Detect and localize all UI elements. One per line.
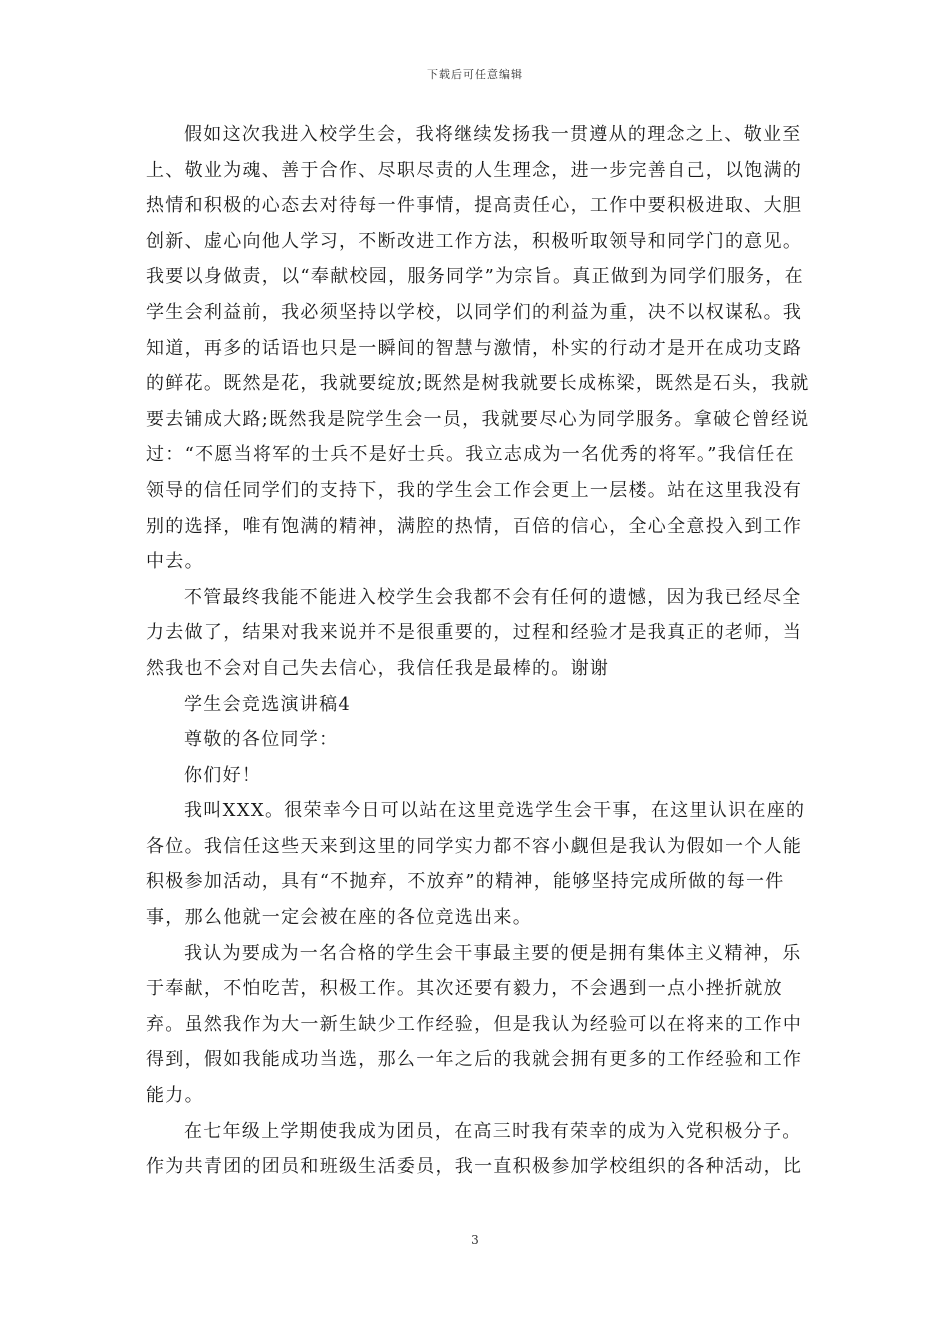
salutation: 尊敬的各位同学： [184, 729, 339, 751]
paragraph: 在七年级上学期使我成为团员，在高三时我有荣幸的成为入党积极分子。作为共青团的团员和班级生活委员，我一直积极参加学校组织的各种活动，比 [146, 1120, 803, 1178]
greeting: 你们好！ [184, 764, 262, 786]
page-header: 下载后可任意编辑 [427, 68, 523, 81]
paragraph: 我叫XXX。很荣幸今日可以站在这里竞选学生会干事，在这里认识在座的各位。我信任这些天来到这里的同学实力都不容小觑但是我认为假如一个人能积极参加活动，具有“不抛弃，不放弃”的精神，能够坚持完成所做的每一件事，那么他就一定会被在座的各位竞选出来。 [146, 800, 806, 929]
section-title: 学生会竞选演讲稿4 [184, 693, 352, 715]
paragraph: 我认为要成为一名合格的学生会干事最主要的便是拥有集体主义精神，乐于奉献，不怕吃苦，积极工作。其次还要有毅力，不会遇到一点小挫折就放弃。虽然我作为大一新生缺少工作经验，但是我认为经验可以在将来的工作中得到，假如我能成功当选，那么一年之后的我就会拥有更多的工作经验和工作能力。 [146, 942, 803, 1107]
document-body [146, 117, 810, 1185]
page-number: 3 [471, 1233, 479, 1247]
paragraph: 假如这次我进入校学生会，我将继续发扬我一贯遵从的理念之上、敬业至上、敬业为魂、善于合作、尽职尽责的人生理念，进一步完善自己，以饱满的热情和积极的心态去对待每一件事情，提高责任心，工作中要积极进取、大胆创新、虚心向他人学习，不断改进工作方法，积极听取领导和同学门的意见。我要以身做责，以“奉献校园，服务同学”为宗旨。真正做到为同学们服务，在学生会利益前，我必须坚持以学校，以同学们的利益为重，决不以权谋私。我知道，再多的话语也只是一瞬间的智慧与激情，朴实的行动才是开在成功支路的鲜花。既然是花，我就要绽放;既然是树我就要长成栋梁，既然是石头，我就要去铺成大路;既然我是院学生会一员，我就要尽心为同学服务。拿破仑曾经说过：“不愿当将军的士兵不是好士兵。我立志成为一名优秀的将军。”我信任在领导的信任同学们的支持下，我的学生会工作会更上一层楼。站在这里我没有别的选择，唯有饱满的精神，满腔的热情，百倍的信心，全心全意投入到工作中去。 [146, 124, 810, 573]
paragraph: 不管最终我能不能进入校学生会我都不会有任何的遗憾，因为我已经尽全力去做了，结果对我来说并不是很重要的，过程和经验才是我真正的老师，当然我也不会对自己失去信心，我信任我是最棒的。谢谢 [146, 586, 803, 679]
